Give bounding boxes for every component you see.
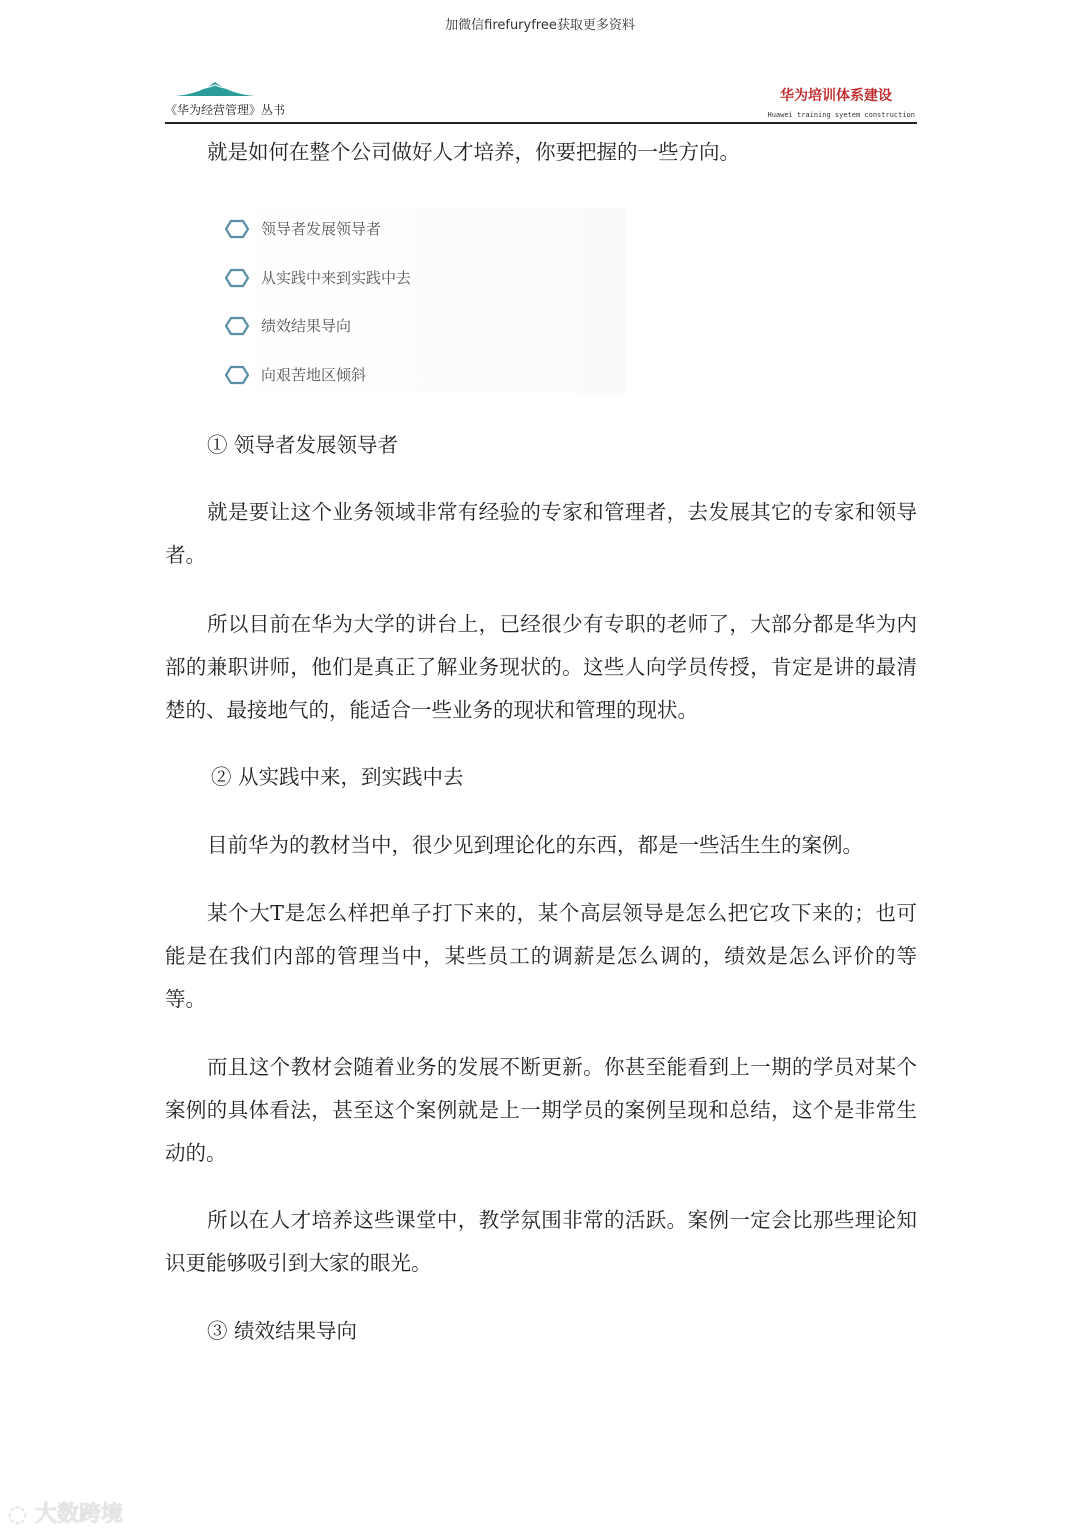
series-title: 《华为经营管理》丛书 (165, 103, 286, 117)
section-heading: ③ 绩效结果导向 (207, 1319, 358, 1343)
paragraph: 所以在人才培养这些课堂中，教学氛围非常的活跃。案例一定会比那些理论知识更能够吸引到大家的眼光。 (165, 1208, 917, 1275)
bullet-item: 向艰苦地区倾斜 (225, 364, 366, 385)
top-note: 加微信firefuryfree获取更多资料 (445, 18, 635, 33)
bullet-item: 领导者发展领导者 (225, 218, 381, 239)
bullet-item: 绩效结果导向 (225, 315, 351, 336)
brand-title: 华为培训体系建设 (780, 88, 892, 104)
bullet-list (225, 208, 625, 393)
section-heading: ① 领导者发展领导者 (207, 433, 399, 457)
watermark: ◌ 大数跨境 (8, 1502, 123, 1527)
intro-paragraph: 就是如何在整个公司做好人才培养，你要把握的一些方向。 (207, 140, 740, 164)
section-heading: ② 从实践中来，到实践中去 (211, 765, 464, 789)
gear-icon (225, 219, 249, 239)
gear-icon (225, 316, 249, 336)
paragraph: 所以目前在华为大学的讲台上，已经很少有专职的老师了，大部分都是华为内部的兼职讲师，他们是真正了解业务现状的。这些人向学员传授，肯定是讲的最清楚的、最接地气的，能适合一些业务的现状和管理的现状。 (165, 612, 917, 722)
paragraph: 而且这个教材会随着业务的发展不断更新。你甚至能看到上一期的学员对某个案例的具体看法，甚至这个案例就是上一期学员的案例呈现和总结，这个是非常生动的。 (165, 1055, 917, 1165)
paragraph: 目前华为的教材当中，很少见到理论化的东西，都是一些活生生的案例。 (207, 833, 863, 857)
header-rule (165, 122, 917, 124)
paragraph: 就是要让这个业务领域非常有经验的专家和管理者，去发展其它的专家和领导者。 (165, 500, 917, 567)
logo-mountain-icon (175, 80, 255, 98)
gear-icon (225, 268, 249, 288)
bullet-item: 从实践中来到实践中去 (225, 267, 411, 288)
brand-subtitle: Huawei training syetem construction (767, 111, 915, 119)
paragraph: 某个大T是怎么样把单子打下来的，某个高层领导是怎么把它攻下来的；也可能是在我们内部的管理当中，某些员工的调薪是怎么调的，绩效是怎么评价的等等。 (165, 901, 917, 1011)
gear-icon (225, 365, 249, 385)
